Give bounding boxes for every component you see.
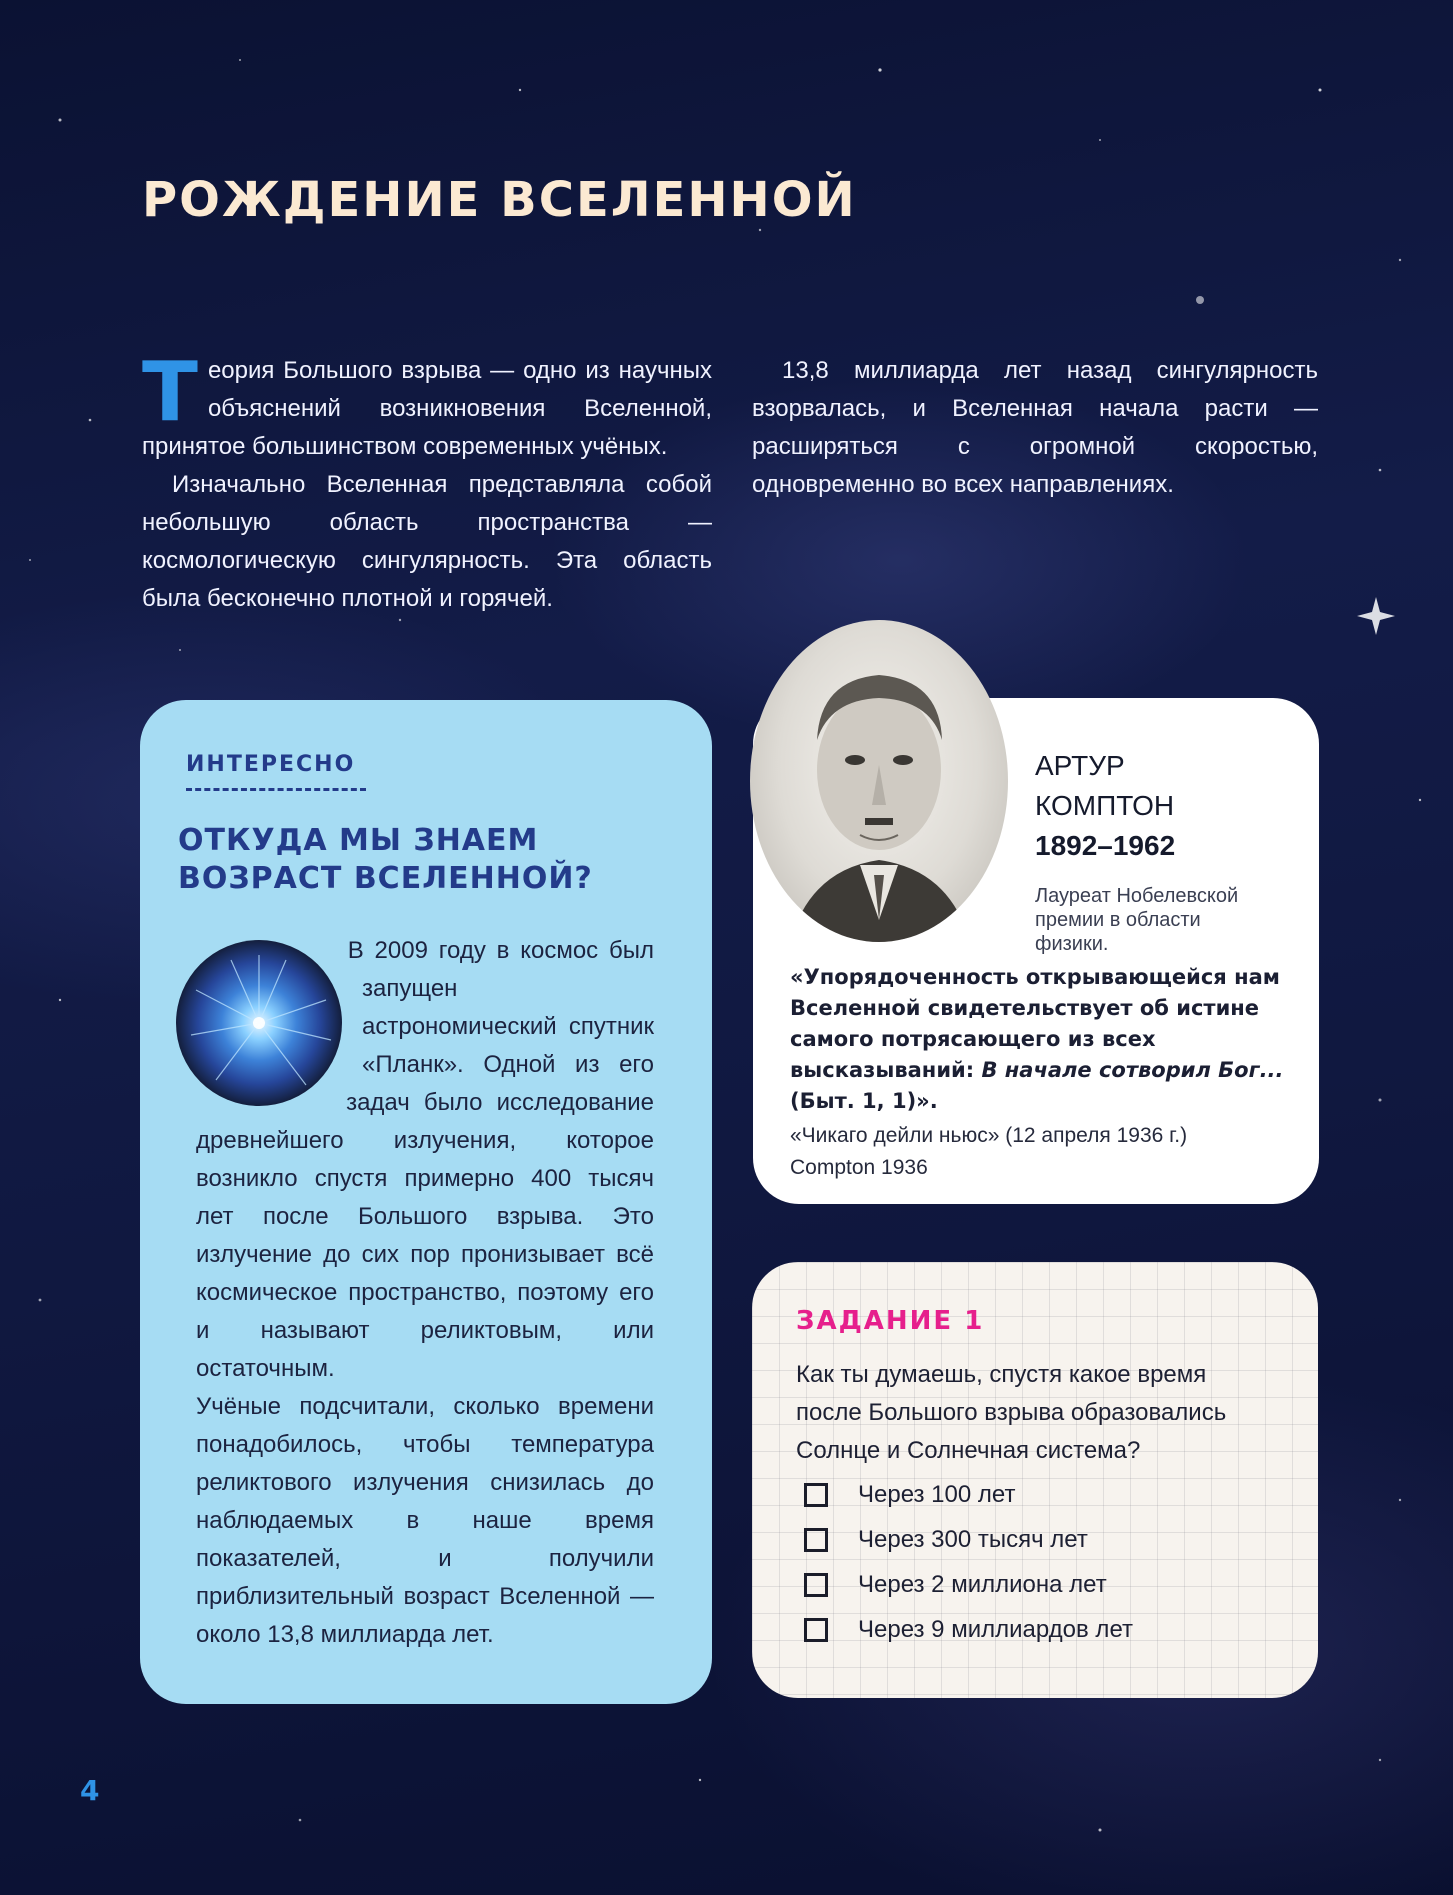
task-option[interactable] — [804, 1517, 1133, 1562]
checkbox-icon[interactable] — [804, 1528, 828, 1552]
compton-quote — [790, 962, 1295, 1117]
life-years: 1892–1962 — [1035, 830, 1176, 861]
option-label: Через 100 лет — [858, 1480, 1016, 1508]
planck-map-image — [176, 940, 342, 1106]
tag-underline — [186, 788, 366, 791]
page-number: 4 — [80, 1774, 100, 1807]
checkbox-icon[interactable] — [804, 1573, 828, 1597]
intro-right-column — [752, 352, 1318, 504]
quote-end: (Быт. 1, 1)». — [790, 1089, 938, 1113]
intro-paragraph-1 — [142, 345, 712, 466]
name-first: АРТУР — [1035, 750, 1125, 781]
interesting-body — [196, 932, 654, 1654]
compton-portrait — [750, 620, 1008, 942]
intro-paragraph-2: Изначально Вселенная представляла собой небольшую область пространства — космологическую сингулярность. Эта область была бесконечно плотной и горячей. — [142, 471, 712, 612]
intro-p1-text: еория Большого взрыва — одно из научных объяснений возникновения Вселенной, принятое большинством современных учёных. — [142, 357, 712, 460]
task-option[interactable] — [804, 1562, 1133, 1607]
compton-name — [1035, 746, 1285, 866]
name-last: КОМПТОН — [1035, 790, 1175, 821]
task-option[interactable] — [804, 1472, 1133, 1517]
source-line-1: «Чикаго дейли ньюс» (12 апреля 1936 г.) — [790, 1124, 1188, 1147]
task-question: Как ты думаешь, спустя какое время после Большого взрыва образовались Солнце и Солнечная система? — [796, 1361, 1227, 1464]
quote-source — [790, 1120, 1295, 1184]
task-title: ЗАДАНИЕ 1 — [796, 1306, 985, 1336]
checkbox-icon[interactable] — [804, 1618, 828, 1642]
interesting-heading: ОТКУДА МЫ ЗНАЕМ ВОЗРАСТ ВСЕЛЕННОЙ? — [178, 823, 593, 896]
quote-italic: В начале сотворил Бог... — [981, 1058, 1284, 1082]
interesting-paragraph-2: Учёные подсчитали, сколько времени понадобилось, чтобы температура реликтового излучения снизилась до наблюдаемых в наше время показателей, и получили приблизительный возраст Вселенной — около 13,8 миллиарда лет. — [196, 1393, 654, 1648]
option-label: Через 2 миллиона лет — [858, 1570, 1107, 1598]
laureate-caption: Лауреат Нобелевской премии в области физики. — [1035, 885, 1239, 955]
intro-paragraph-3: 13,8 миллиарда лет назад сингулярность взорвалась, и Вселенная начала расти — расширяться с огромной скоростью, одновременно во всех направлениях. — [752, 357, 1318, 498]
option-label: Через 9 миллиардов лет — [858, 1615, 1133, 1643]
task-card — [752, 1262, 1318, 1698]
interesting-card — [140, 700, 712, 1704]
task-option[interactable] — [804, 1607, 1133, 1652]
interesting-tag: ИНТЕРЕСНО — [186, 752, 356, 777]
page-title: РОЖДЕНИЕ ВСЕЛЕННОЙ — [142, 172, 857, 228]
source-line-2: Compton 1936 — [790, 1156, 928, 1179]
option-label: Через 300 тысяч лет — [858, 1525, 1088, 1553]
interesting-paragraph-1: В 2009 году в космос был запущен астрономический спутник «Планк». Одной из его задач было исследование древнейшего излучения, которое возникло спустя примерно 400 тысяч лет после Большого взрыва. Это излучение до сих пор пронизывает всё космическое пространство, поэтому его и называют реликтовым, или остаточным. — [196, 937, 654, 1382]
task-options — [804, 1472, 1133, 1652]
intro-left-column — [142, 345, 712, 618]
dropcap-letter: Т — [142, 345, 198, 440]
portrait-drawing — [750, 620, 1008, 942]
quote-main: «Упорядоченность открывающейся нам Вселенной свидетельствует об истине самого потрясающего из всех высказываний: — [790, 965, 1280, 1082]
cosmic-radiation-icon — [176, 940, 342, 1106]
checkbox-icon[interactable] — [804, 1483, 828, 1507]
